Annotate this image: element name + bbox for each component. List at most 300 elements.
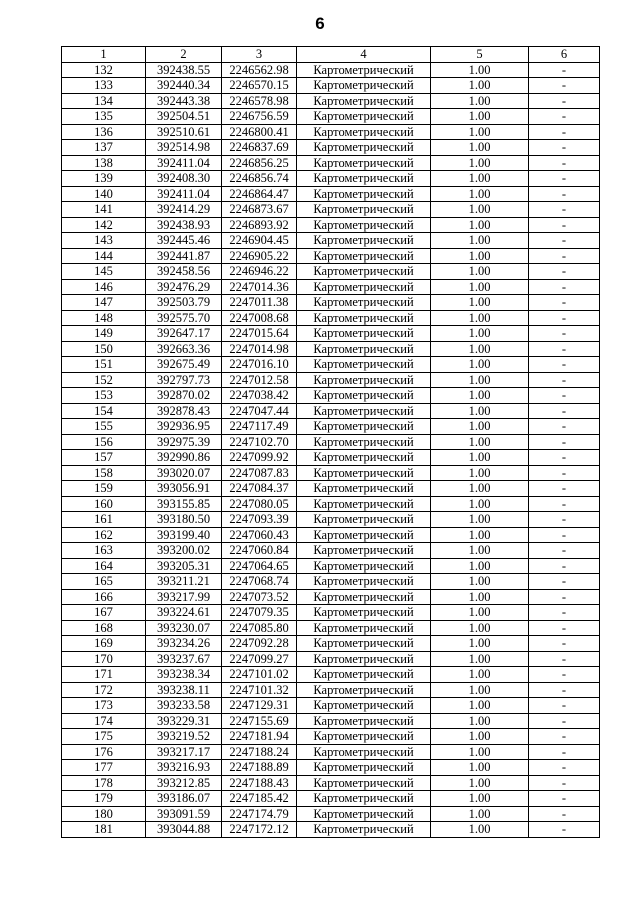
accuracy-cell: 1.00 — [431, 155, 529, 171]
note-cell: - — [529, 372, 600, 388]
accuracy-cell: 1.00 — [431, 248, 529, 264]
table-row — [62, 155, 600, 171]
table-row — [62, 124, 600, 140]
note-cell: - — [529, 512, 600, 528]
note-cell: - — [529, 636, 600, 652]
method-cell: Картометрический — [297, 202, 431, 218]
y-coordinate-cell: 2246905.22 — [222, 248, 297, 264]
accuracy-cell: 1.00 — [431, 512, 529, 528]
x-coordinate-cell: 393216.93 — [146, 760, 222, 776]
y-coordinate-cell: 2246837.69 — [222, 140, 297, 156]
accuracy-cell: 1.00 — [431, 388, 529, 404]
point-number-cell: 176 — [62, 744, 146, 760]
table-row — [62, 806, 600, 822]
y-coordinate-cell: 2247060.84 — [222, 543, 297, 559]
y-coordinate-cell: 2246800.41 — [222, 124, 297, 140]
x-coordinate-cell: 392514.98 — [146, 140, 222, 156]
note-cell: - — [529, 574, 600, 590]
method-cell: Картометрический — [297, 620, 431, 636]
note-cell: - — [529, 78, 600, 94]
y-coordinate-cell: 2247188.24 — [222, 744, 297, 760]
x-coordinate-cell: 393044.88 — [146, 822, 222, 838]
x-coordinate-cell: 392445.46 — [146, 233, 222, 249]
accuracy-cell: 1.00 — [431, 481, 529, 497]
accuracy-cell: 1.00 — [431, 171, 529, 187]
table-row — [62, 326, 600, 342]
y-coordinate-cell: 2246873.67 — [222, 202, 297, 218]
method-cell: Картометрический — [297, 822, 431, 838]
accuracy-cell: 1.00 — [431, 186, 529, 202]
x-coordinate-cell: 393230.07 — [146, 620, 222, 636]
x-coordinate-cell: 392443.38 — [146, 93, 222, 109]
point-number-cell: 155 — [62, 419, 146, 435]
method-cell: Картометрический — [297, 78, 431, 94]
accuracy-cell: 1.00 — [431, 589, 529, 605]
table-row — [62, 310, 600, 326]
point-number-cell: 178 — [62, 775, 146, 791]
x-coordinate-cell: 392438.93 — [146, 217, 222, 233]
table-row — [62, 372, 600, 388]
note-cell: - — [529, 527, 600, 543]
note-cell: - — [529, 744, 600, 760]
x-coordinate-cell: 392975.39 — [146, 434, 222, 450]
y-coordinate-cell: 2247129.31 — [222, 698, 297, 714]
x-coordinate-cell: 393186.07 — [146, 791, 222, 807]
y-coordinate-cell: 2247047.44 — [222, 403, 297, 419]
point-number-cell: 145 — [62, 264, 146, 280]
accuracy-cell: 1.00 — [431, 310, 529, 326]
x-coordinate-cell: 393233.58 — [146, 698, 222, 714]
point-number-cell: 140 — [62, 186, 146, 202]
y-coordinate-cell: 2247117.49 — [222, 419, 297, 435]
x-coordinate-cell: 392663.36 — [146, 341, 222, 357]
note-cell: - — [529, 186, 600, 202]
table-row — [62, 248, 600, 264]
method-cell: Картометрический — [297, 357, 431, 373]
accuracy-cell: 1.00 — [431, 775, 529, 791]
table-row — [62, 512, 600, 528]
x-coordinate-cell: 392441.87 — [146, 248, 222, 264]
accuracy-cell: 1.00 — [431, 295, 529, 311]
note-cell: - — [529, 806, 600, 822]
y-coordinate-cell: 2247092.28 — [222, 636, 297, 652]
table-row — [62, 357, 600, 373]
method-cell: Картометрический — [297, 775, 431, 791]
accuracy-cell: 1.00 — [431, 682, 529, 698]
point-number-cell: 159 — [62, 481, 146, 497]
point-number-cell: 144 — [62, 248, 146, 264]
point-number-cell: 169 — [62, 636, 146, 652]
table-row — [62, 465, 600, 481]
method-cell: Картометрический — [297, 543, 431, 559]
point-number-cell: 157 — [62, 450, 146, 466]
point-number-cell: 135 — [62, 109, 146, 125]
table-row — [62, 620, 600, 636]
y-coordinate-cell: 2247188.89 — [222, 760, 297, 776]
note-cell: - — [529, 481, 600, 497]
x-coordinate-cell: 393200.02 — [146, 543, 222, 559]
point-number-cell: 180 — [62, 806, 146, 822]
accuracy-cell: 1.00 — [431, 558, 529, 574]
point-number-cell: 167 — [62, 605, 146, 621]
x-coordinate-cell: 392647.17 — [146, 326, 222, 342]
accuracy-cell: 1.00 — [431, 341, 529, 357]
point-number-cell: 175 — [62, 729, 146, 745]
y-coordinate-cell: 2246904.45 — [222, 233, 297, 249]
point-number-cell: 160 — [62, 496, 146, 512]
method-cell: Картометрический — [297, 264, 431, 280]
method-cell: Картометрический — [297, 512, 431, 528]
table-row — [62, 636, 600, 652]
table-row — [62, 698, 600, 714]
note-cell: - — [529, 357, 600, 373]
accuracy-cell: 1.00 — [431, 651, 529, 667]
note-cell: - — [529, 713, 600, 729]
note-cell: - — [529, 605, 600, 621]
point-number-cell: 134 — [62, 93, 146, 109]
note-cell: - — [529, 558, 600, 574]
accuracy-cell: 1.00 — [431, 326, 529, 342]
point-number-cell: 168 — [62, 620, 146, 636]
x-coordinate-cell: 392675.49 — [146, 357, 222, 373]
table-row — [62, 217, 600, 233]
y-coordinate-cell: 2247181.94 — [222, 729, 297, 745]
y-coordinate-cell: 2247101.32 — [222, 682, 297, 698]
table-row — [62, 481, 600, 497]
x-coordinate-cell: 392476.29 — [146, 279, 222, 295]
accuracy-cell: 1.00 — [431, 760, 529, 776]
method-cell: Картометрический — [297, 388, 431, 404]
table-row — [62, 558, 600, 574]
point-number-cell: 151 — [62, 357, 146, 373]
note-cell: - — [529, 434, 600, 450]
x-coordinate-cell: 392504.51 — [146, 109, 222, 125]
y-coordinate-cell: 2247087.83 — [222, 465, 297, 481]
y-coordinate-cell: 2247012.58 — [222, 372, 297, 388]
point-number-cell: 154 — [62, 403, 146, 419]
y-coordinate-cell: 2247080.05 — [222, 496, 297, 512]
table-row — [62, 264, 600, 280]
table-row — [62, 388, 600, 404]
y-coordinate-cell: 2247079.35 — [222, 605, 297, 621]
method-cell: Картометрический — [297, 372, 431, 388]
note-cell: - — [529, 310, 600, 326]
y-coordinate-cell: 2247185.42 — [222, 791, 297, 807]
accuracy-cell: 1.00 — [431, 667, 529, 683]
accuracy-cell: 1.00 — [431, 729, 529, 745]
note-cell: - — [529, 465, 600, 481]
y-coordinate-cell: 2246946.22 — [222, 264, 297, 280]
note-cell: - — [529, 93, 600, 109]
accuracy-cell: 1.00 — [431, 124, 529, 140]
x-coordinate-cell: 392503.79 — [146, 295, 222, 311]
y-coordinate-cell: 2247172.12 — [222, 822, 297, 838]
x-coordinate-cell: 393217.17 — [146, 744, 222, 760]
method-cell: Картометрический — [297, 279, 431, 295]
method-cell: Картометрический — [297, 109, 431, 125]
method-cell: Картометрический — [297, 729, 431, 745]
x-coordinate-cell: 393237.67 — [146, 651, 222, 667]
x-coordinate-cell: 393229.31 — [146, 713, 222, 729]
accuracy-cell: 1.00 — [431, 217, 529, 233]
table-row — [62, 341, 600, 357]
y-coordinate-cell: 2247060.43 — [222, 527, 297, 543]
method-cell: Картометрический — [297, 217, 431, 233]
method-cell: Картометрический — [297, 155, 431, 171]
accuracy-cell: 1.00 — [431, 93, 529, 109]
method-cell: Картометрический — [297, 605, 431, 621]
method-cell: Картометрический — [297, 140, 431, 156]
accuracy-cell: 1.00 — [431, 822, 529, 838]
note-cell: - — [529, 682, 600, 698]
note-cell: - — [529, 202, 600, 218]
x-coordinate-cell: 393180.50 — [146, 512, 222, 528]
table-row — [62, 62, 600, 78]
column-header: 6 — [529, 47, 600, 63]
table-row — [62, 527, 600, 543]
x-coordinate-cell: 393056.91 — [146, 481, 222, 497]
note-cell: - — [529, 155, 600, 171]
table-row — [62, 744, 600, 760]
table-row — [62, 729, 600, 745]
x-coordinate-cell: 392438.55 — [146, 62, 222, 78]
accuracy-cell: 1.00 — [431, 434, 529, 450]
column-header: 5 — [431, 47, 529, 63]
note-cell: - — [529, 279, 600, 295]
method-cell: Картометрический — [297, 667, 431, 683]
table-row — [62, 78, 600, 94]
table-row — [62, 186, 600, 202]
table-header-row — [62, 47, 600, 63]
note-cell: - — [529, 140, 600, 156]
accuracy-cell: 1.00 — [431, 744, 529, 760]
note-cell: - — [529, 341, 600, 357]
table-row — [62, 403, 600, 419]
x-coordinate-cell: 393211.21 — [146, 574, 222, 590]
accuracy-cell: 1.00 — [431, 78, 529, 94]
y-coordinate-cell: 2247038.42 — [222, 388, 297, 404]
x-coordinate-cell: 392408.30 — [146, 171, 222, 187]
x-coordinate-cell: 393217.99 — [146, 589, 222, 605]
point-number-cell: 147 — [62, 295, 146, 311]
y-coordinate-cell: 2247174.79 — [222, 806, 297, 822]
x-coordinate-cell: 392440.34 — [146, 78, 222, 94]
method-cell: Картометрический — [297, 682, 431, 698]
page-number: 6 — [315, 14, 325, 33]
y-coordinate-cell: 2247101.02 — [222, 667, 297, 683]
column-header: 3 — [222, 47, 297, 63]
point-number-cell: 172 — [62, 682, 146, 698]
x-coordinate-cell: 392411.04 — [146, 186, 222, 202]
note-cell: - — [529, 496, 600, 512]
method-cell: Картометрический — [297, 481, 431, 497]
method-cell: Картометрический — [297, 574, 431, 590]
point-number-cell: 138 — [62, 155, 146, 171]
y-coordinate-cell: 2247068.74 — [222, 574, 297, 590]
table-body — [62, 62, 600, 837]
table-row — [62, 279, 600, 295]
point-number-cell: 179 — [62, 791, 146, 807]
table-row — [62, 171, 600, 187]
table-row — [62, 589, 600, 605]
y-coordinate-cell: 2247014.98 — [222, 341, 297, 357]
table-row — [62, 667, 600, 683]
y-coordinate-cell: 2246856.25 — [222, 155, 297, 171]
point-number-cell: 150 — [62, 341, 146, 357]
y-coordinate-cell: 2247008.68 — [222, 310, 297, 326]
table-row — [62, 434, 600, 450]
table-row — [62, 450, 600, 466]
y-coordinate-cell: 2247011.38 — [222, 295, 297, 311]
note-cell: - — [529, 171, 600, 187]
accuracy-cell: 1.00 — [431, 62, 529, 78]
table-row — [62, 574, 600, 590]
y-coordinate-cell: 2247015.64 — [222, 326, 297, 342]
y-coordinate-cell: 2247084.37 — [222, 481, 297, 497]
y-coordinate-cell: 2247099.92 — [222, 450, 297, 466]
table-row — [62, 651, 600, 667]
method-cell: Картометрический — [297, 806, 431, 822]
method-cell: Картометрический — [297, 310, 431, 326]
y-coordinate-cell: 2246893.92 — [222, 217, 297, 233]
x-coordinate-cell: 393020.07 — [146, 465, 222, 481]
table-row — [62, 760, 600, 776]
y-coordinate-cell: 2247014.36 — [222, 279, 297, 295]
note-cell: - — [529, 403, 600, 419]
accuracy-cell: 1.00 — [431, 419, 529, 435]
method-cell: Картометрический — [297, 403, 431, 419]
y-coordinate-cell: 2246570.15 — [222, 78, 297, 94]
x-coordinate-cell: 393234.26 — [146, 636, 222, 652]
x-coordinate-cell: 393212.85 — [146, 775, 222, 791]
method-cell: Картометрический — [297, 465, 431, 481]
y-coordinate-cell: 2246578.98 — [222, 93, 297, 109]
x-coordinate-cell: 393238.11 — [146, 682, 222, 698]
x-coordinate-cell: 393219.52 — [146, 729, 222, 745]
point-number-cell: 139 — [62, 171, 146, 187]
method-cell: Картометрический — [297, 760, 431, 776]
x-coordinate-cell: 393205.31 — [146, 558, 222, 574]
y-coordinate-cell: 2246562.98 — [222, 62, 297, 78]
y-coordinate-cell: 2247099.27 — [222, 651, 297, 667]
note-cell: - — [529, 698, 600, 714]
accuracy-cell: 1.00 — [431, 140, 529, 156]
accuracy-cell: 1.00 — [431, 496, 529, 512]
x-coordinate-cell: 392797.73 — [146, 372, 222, 388]
point-number-cell: 136 — [62, 124, 146, 140]
y-coordinate-cell: 2246756.59 — [222, 109, 297, 125]
method-cell: Картометрический — [297, 419, 431, 435]
method-cell: Картометрический — [297, 171, 431, 187]
point-number-cell: 162 — [62, 527, 146, 543]
table-row — [62, 419, 600, 435]
x-coordinate-cell: 392510.61 — [146, 124, 222, 140]
note-cell: - — [529, 388, 600, 404]
accuracy-cell: 1.00 — [431, 403, 529, 419]
column-header: 1 — [62, 47, 146, 63]
x-coordinate-cell: 392878.43 — [146, 403, 222, 419]
accuracy-cell: 1.00 — [431, 636, 529, 652]
method-cell: Картометрический — [297, 496, 431, 512]
x-coordinate-cell: 392411.04 — [146, 155, 222, 171]
note-cell: - — [529, 295, 600, 311]
point-number-cell: 149 — [62, 326, 146, 342]
note-cell: - — [529, 760, 600, 776]
accuracy-cell: 1.00 — [431, 450, 529, 466]
point-number-cell: 156 — [62, 434, 146, 450]
x-coordinate-cell: 393155.85 — [146, 496, 222, 512]
table-row — [62, 496, 600, 512]
x-coordinate-cell: 392575.70 — [146, 310, 222, 326]
note-cell: - — [529, 651, 600, 667]
point-number-cell: 164 — [62, 558, 146, 574]
method-cell: Картометрический — [297, 93, 431, 109]
note-cell: - — [529, 729, 600, 745]
accuracy-cell: 1.00 — [431, 543, 529, 559]
table-row — [62, 543, 600, 559]
accuracy-cell: 1.00 — [431, 279, 529, 295]
y-coordinate-cell: 2247016.10 — [222, 357, 297, 373]
note-cell: - — [529, 419, 600, 435]
method-cell: Картометрический — [297, 744, 431, 760]
point-number-cell: 161 — [62, 512, 146, 528]
table-row — [62, 140, 600, 156]
note-cell: - — [529, 124, 600, 140]
note-cell: - — [529, 620, 600, 636]
note-cell: - — [529, 217, 600, 233]
table-row — [62, 791, 600, 807]
method-cell: Картометрический — [297, 698, 431, 714]
column-header: 4 — [297, 47, 431, 63]
x-coordinate-cell: 393224.61 — [146, 605, 222, 621]
note-cell: - — [529, 326, 600, 342]
note-cell: - — [529, 667, 600, 683]
table-row — [62, 775, 600, 791]
method-cell: Картометрический — [297, 791, 431, 807]
note-cell: - — [529, 450, 600, 466]
note-cell: - — [529, 62, 600, 78]
table-row — [62, 93, 600, 109]
method-cell: Картометрический — [297, 636, 431, 652]
accuracy-cell: 1.00 — [431, 527, 529, 543]
method-cell: Картометрический — [297, 558, 431, 574]
note-cell: - — [529, 248, 600, 264]
x-coordinate-cell: 392870.02 — [146, 388, 222, 404]
x-coordinate-cell: 393199.40 — [146, 527, 222, 543]
table-row — [62, 682, 600, 698]
note-cell: - — [529, 543, 600, 559]
table-row — [62, 713, 600, 729]
method-cell: Картометрический — [297, 186, 431, 202]
method-cell: Картометрический — [297, 450, 431, 466]
note-cell: - — [529, 822, 600, 838]
method-cell: Картометрический — [297, 62, 431, 78]
method-cell: Картометрический — [297, 326, 431, 342]
point-number-cell: 153 — [62, 388, 146, 404]
note-cell: - — [529, 109, 600, 125]
accuracy-cell: 1.00 — [431, 233, 529, 249]
method-cell: Картометрический — [297, 589, 431, 605]
point-number-cell: 171 — [62, 667, 146, 683]
note-cell: - — [529, 791, 600, 807]
method-cell: Картометрический — [297, 651, 431, 667]
table-row — [62, 202, 600, 218]
y-coordinate-cell: 2247073.52 — [222, 589, 297, 605]
point-number-cell: 152 — [62, 372, 146, 388]
accuracy-cell: 1.00 — [431, 574, 529, 590]
x-coordinate-cell: 392990.86 — [146, 450, 222, 466]
y-coordinate-cell: 2247102.70 — [222, 434, 297, 450]
